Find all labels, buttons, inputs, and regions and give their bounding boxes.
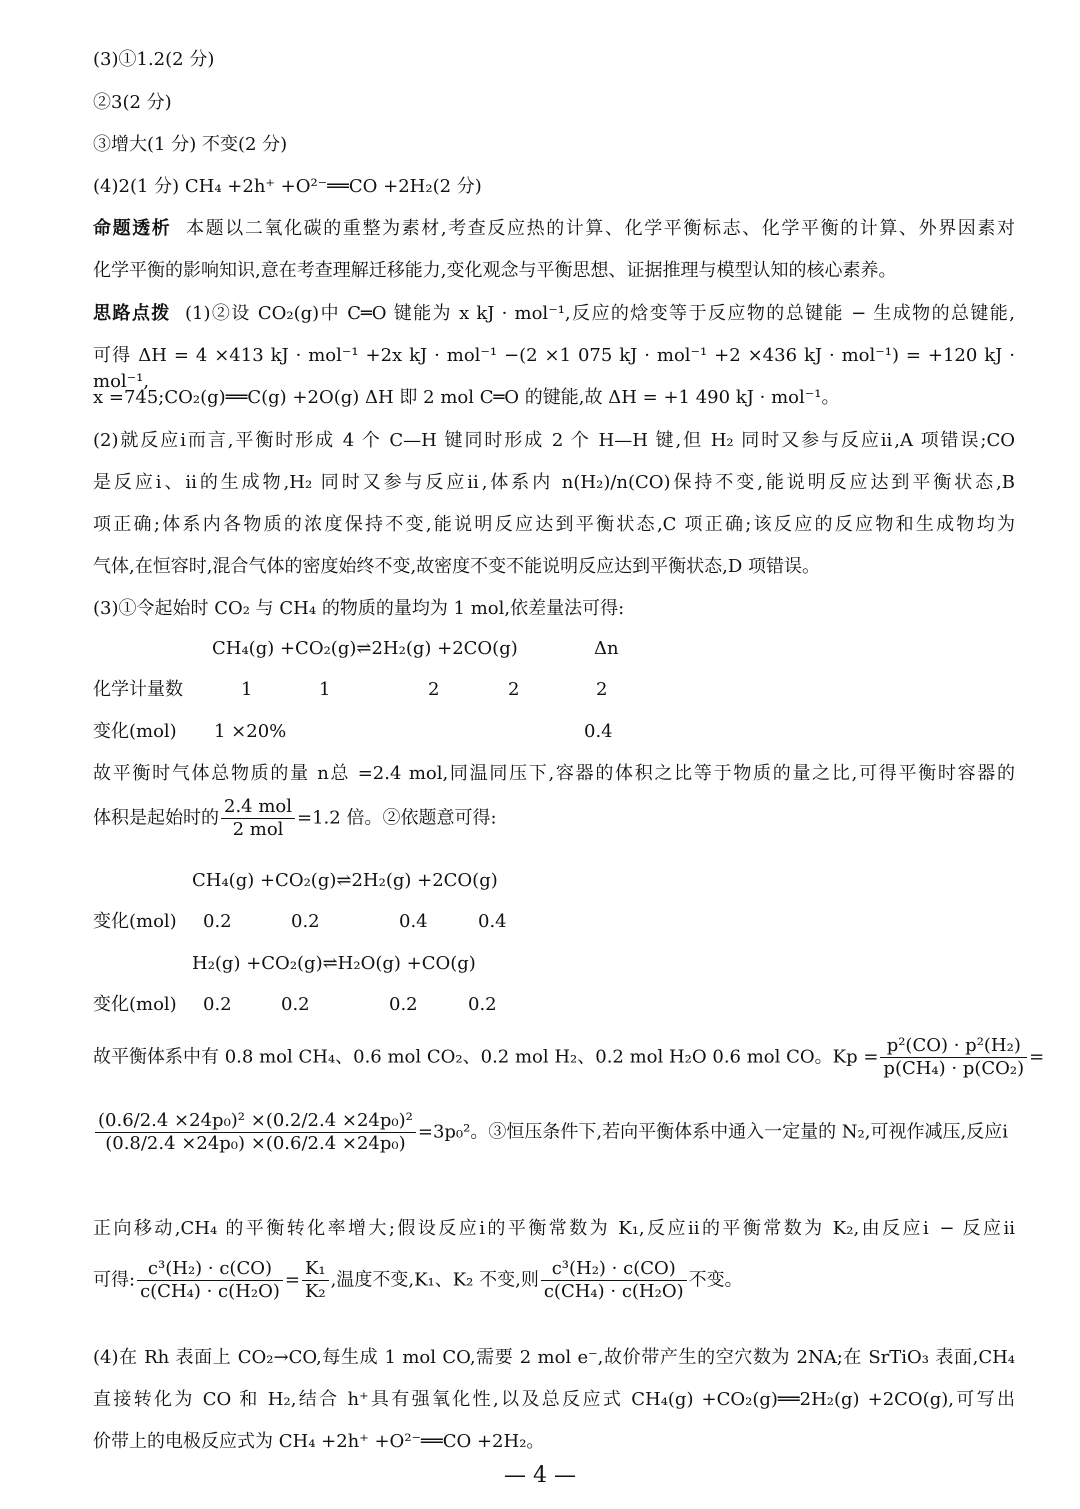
coef-value: 2 xyxy=(596,679,608,700)
equation-3-change-label: 变化(mol) xyxy=(93,994,177,1015)
kp-value-denominator: (0.8/2.4 ×24p₀) ×(0.6/2.4 ×24p₀) xyxy=(105,1133,406,1154)
part4-line-2: 直接转化为 CO 和 H₂,结合 h⁺具有强氧化性,以及总反应式 CH₄(g) +CO₂(g)══2H₂(g) +2CO(g),可写出 xyxy=(93,1389,1015,1410)
volume-fraction xyxy=(221,796,295,841)
kp-denominator: p(CH₄) · p(CO₂) xyxy=(883,1058,1025,1079)
part2-line-1: (2)就反应ⅰ而言,平衡时形成 4 个 C—H 键同时形成 2 个 H—H 键,但 H₂ 同时又参与反应ⅱ,A 项错误;CO xyxy=(93,430,1015,451)
part3-intro: (3)①令起始时 CO₂ 与 CH₄ 的物质的量均为 1 mol,依差量法可得: xyxy=(93,598,625,619)
equation-2-value: 0.2 xyxy=(291,911,320,932)
equation-3-value: 0.2 xyxy=(468,994,497,1015)
volume-prefix: 体积是起始时的 xyxy=(93,807,219,829)
equation-2-value: 0.4 xyxy=(399,911,428,932)
k-ratio-denominator: K₂ xyxy=(304,1281,326,1302)
part2-line-2: 是反应ⅰ、ⅱ的生成物,H₂ 同时又参与反应ⅱ,体系内 n(H₂)/n(CO)保持不变,能说明反应达到平衡状态,B xyxy=(93,472,1015,493)
hint-text-1: (1)②设 CO₂(g)中 C═O 键能为 x kJ · mol⁻¹,反应的焓变等于反应物的总键能 − 生成物的总键能, xyxy=(184,303,1015,324)
part4-line-3: 价带上的电极反应式为 CH₄ +2h⁺ +O²⁻══CO +2H₂。 xyxy=(93,1431,545,1452)
analysis-text-1: 本题以二氧化碳的重整为素材,考查反应热的计算、化学平衡标志、化学平衡的计算、外界因素对 xyxy=(186,218,1016,239)
change-value-a: 1 ×20% xyxy=(214,721,287,742)
k-suffix: 不变。 xyxy=(688,1269,743,1291)
coef-value: 1 xyxy=(241,679,253,700)
kp-value-fraction xyxy=(95,1110,416,1155)
equation-1: CH₄(g) +CO₂(g)⇌2H₂(g) +2CO(g) xyxy=(212,638,518,659)
page-number: — 4 — xyxy=(504,1463,576,1488)
answer-line-3-2: ②3(2 分) xyxy=(93,92,172,113)
k-middle-text: ,温度不变,K₁、K₂ 不变,则 xyxy=(330,1269,539,1291)
kp-numerator: p²(CO) · p²(H₂) xyxy=(880,1035,1027,1058)
volume-denominator: 2 mol xyxy=(232,819,284,840)
coef-value: 1 xyxy=(319,679,331,700)
equation-3-value: 0.2 xyxy=(281,994,310,1015)
kp-value-numerator: (0.6/2.4 ×24p₀)² ×(0.2/2.4 ×24p₀)² xyxy=(95,1110,416,1133)
answer-line-3-1: (3)①1.2(2 分) xyxy=(93,49,215,70)
shift-line: 正向移动,CH₄ 的平衡转化率增大;假设反应ⅰ的平衡常数为 K₁,反应ⅱ的平衡常数为 K₂,由反应ⅰ − 反应ⅱ xyxy=(93,1218,1015,1239)
equation-2-value: 0.4 xyxy=(478,911,507,932)
kp-prefix: 故平衡体系中有 0.8 mol CH₄、0.6 mol CO₂、0.2 mol H₂、0.2 mol H₂O 0.6 mol CO。Kp = xyxy=(93,1046,879,1068)
kp-value-line xyxy=(93,1110,1008,1155)
analysis-label: 命题透析 xyxy=(93,218,172,239)
k-prefix: 可得: xyxy=(93,1269,136,1291)
equation-2-change-label: 变化(mol) xyxy=(93,911,177,932)
k-ratio-numerator: K₁ xyxy=(302,1258,329,1281)
coef-value: 2 xyxy=(428,679,440,700)
part2-line-3: 项正确;体系内各物质的浓度保持不变,能说明反应达到平衡状态,C 项正确;该反应的反应物和生成物均为 xyxy=(93,514,1015,535)
coef-value: 2 xyxy=(508,679,520,700)
k-fraction-2 xyxy=(541,1258,687,1303)
total-line: 故平衡时气体总物质的量 n总 =2.4 mol,同温同压下,容器的体积之比等于物质的量之比,可得平衡时容器的 xyxy=(93,763,1015,784)
hint-line-1 xyxy=(93,301,1015,327)
change-value-b: 0.4 xyxy=(584,721,613,742)
part2-line-4: 气体,在恒容时,混合气体的密度始终不变,故密度不变不能说明反应达到平衡状态,D 项错误。 xyxy=(93,556,821,577)
k-relation-line: 可得: $\frac{\text{c³(H₂) · c(CO)}}{\text{c(CH₄) · c(H₂O)}}$ = $\frac{\text{K₁}}{\text{K₂}}$ ,温度不变,K₁、K₂ 不变,则 $\frac{\text{c³(H₂) · c(CO)}}{\text{c(CH₄) · c(H₂O)}}$ 不变。 xyxy=(93,1258,743,1302)
kp-fraction xyxy=(880,1035,1027,1080)
equation-2: CH₄(g) +CO₂(g)⇌2H₂(g) +2CO(g) xyxy=(192,870,498,891)
equation-3-value: 0.2 xyxy=(389,994,418,1015)
kp-line xyxy=(93,1035,1044,1080)
change-row-label: 变化(mol) xyxy=(93,721,177,742)
volume-ratio-line xyxy=(93,796,497,841)
part4-line-1: (4)在 Rh 表面上 CO₂→CO,每生成 1 mol CO,需要 2 mol e⁻,故价带产生的空穴数为 2NA;在 SrTiO₃ 表面,CH₄ xyxy=(93,1347,1015,1368)
volume-numerator: 2.4 mol xyxy=(221,796,295,819)
hint-line-3: x =745;CO₂(g)══C(g) +2O(g) ΔH 即 2 mol C═O 的键能,故 ΔH = +1 490 kJ · mol⁻¹。 xyxy=(93,387,840,408)
equation-1-delta: Δn xyxy=(594,638,619,659)
volume-suffix: =1.2 倍。②依题意可得: xyxy=(297,807,497,829)
k-numerator: c³(H₂) · c(CO) xyxy=(137,1258,283,1281)
hint-label: 思路点拨 xyxy=(93,303,171,324)
analysis-line-1 xyxy=(93,216,1015,242)
answer-line-3-3: ③增大(1 分) 不变(2 分) xyxy=(93,134,288,155)
hint-line-2: 可得 ΔH = 4 ×413 kJ · mol⁻¹ +2x kJ · mol⁻¹ −(2 ×1 075 kJ · mol⁻¹ +2 ×436 kJ · mol⁻¹) = +120 kJ · mol⁻¹, xyxy=(93,345,1015,392)
k-ratio-fraction xyxy=(302,1258,329,1303)
kp-equals: = xyxy=(1029,1046,1045,1068)
k-denominator: c(CH₄) · c(H₂O) xyxy=(140,1281,280,1302)
k-numerator-2: c³(H₂) · c(CO) xyxy=(541,1258,687,1281)
equation-2-value: 0.2 xyxy=(203,911,232,932)
equation-3: H₂(g) +CO₂(g)⇌H₂O(g) +CO(g) xyxy=(192,953,476,974)
k-denominator-2: c(CH₄) · c(H₂O) xyxy=(543,1281,684,1302)
equation-3-value: 0.2 xyxy=(203,994,232,1015)
coef-row-label: 化学计量数 xyxy=(93,679,183,700)
answer-line-4: (4)2(1 分) CH₄ +2h⁺ +O²⁻══CO +2H₂(2 分) xyxy=(93,176,482,197)
analysis-line-2: 化学平衡的影响知识,意在考查理解迁移能力,变化观念与平衡思想、证据推理与模型认知的核心素养。 xyxy=(93,260,897,281)
kp-value-suffix: =3p₀²。③恒压条件下,若向平衡体系中通入一定量的 N₂,可视作减压,反应ⅰ xyxy=(417,1121,1008,1143)
k-fraction xyxy=(137,1258,283,1303)
